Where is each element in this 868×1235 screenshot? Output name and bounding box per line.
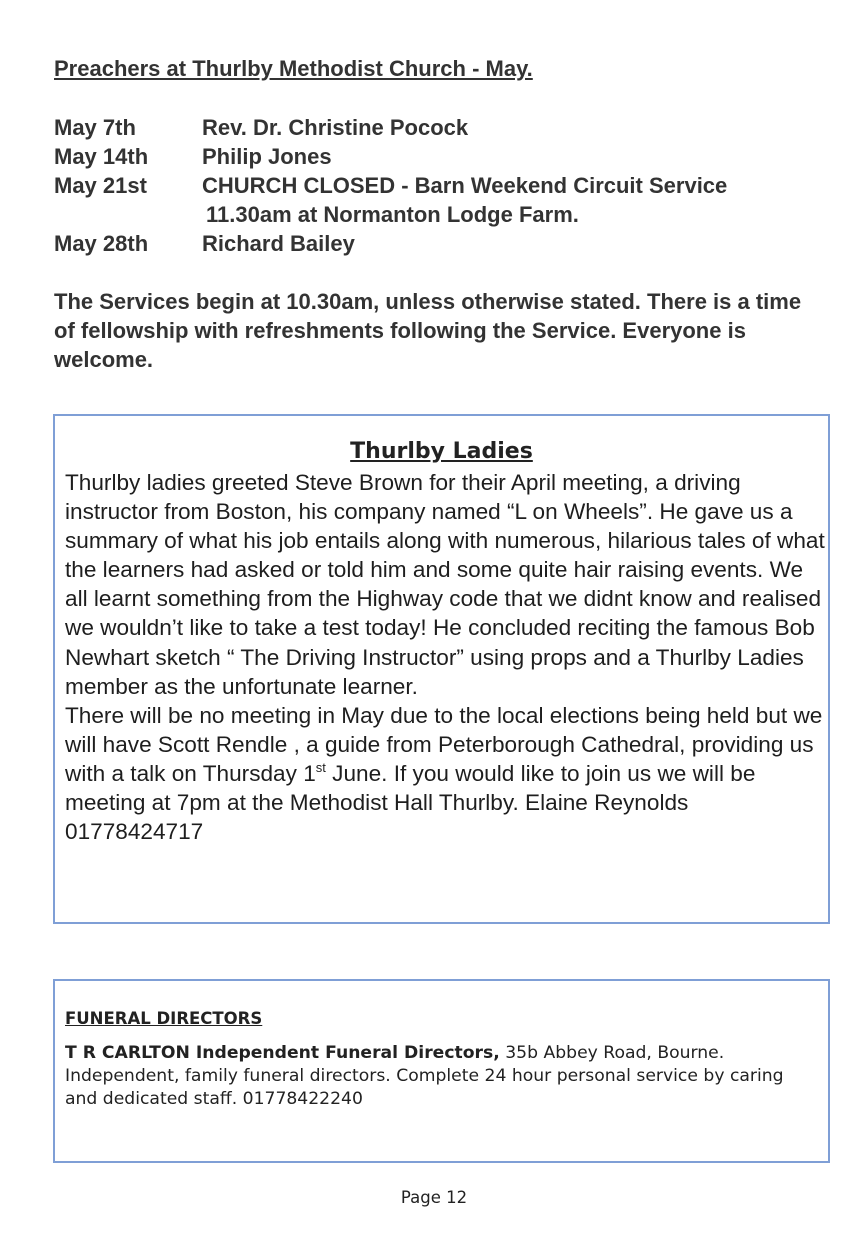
schedule-row	[54, 142, 854, 171]
page-number: Page 12	[400, 1188, 468, 1207]
schedule-row	[54, 229, 854, 258]
funeral-directors-body	[65, 1042, 805, 1111]
ordinal-suffix: st	[315, 759, 326, 775]
schedule-preacher: 11.30am at Normanton Lodge Farm.	[206, 202, 579, 227]
ladies-text-part: June. If you would like to join us we will be meeting at 7pm at the Methodist Hall Thurlby. Elaine Reynolds 01778424717	[65, 760, 756, 845]
thurlby-ladies-box	[53, 414, 830, 924]
funeral-company-name: T R CARLTON Independent Funeral Directors,	[65, 1043, 500, 1063]
funeral-directors-heading: FUNERAL DIRECTORS	[65, 1009, 263, 1028]
schedule-preacher: Rev. Dr. Christine Pocock	[202, 115, 469, 140]
funeral-description: 35b Abbey Road, Bourne. Independent, family funeral directors. Complete 24 hour personal service by caring and dedicated staff. 01778422240	[65, 1043, 784, 1109]
thurlby-ladies-title: Thurlby Ladies	[350, 439, 533, 464]
preachers-schedule	[54, 113, 854, 258]
schedule-row	[54, 171, 854, 200]
preachers-heading: Preachers at Thurlby Methodist Church - May.	[54, 56, 533, 81]
schedule-preacher: CHURCH CLOSED - Barn Weekend Circuit Service	[202, 173, 728, 198]
schedule-row-continuation	[54, 200, 854, 229]
ladies-text-part: There will be no meeting in May due to the local elections being held but we will have Scott Rendle , a guide from Peterborough Cathedral, providing us with a talk on Thursday 1	[65, 702, 823, 786]
schedule-date	[54, 200, 202, 229]
schedule-date: May 14th	[54, 144, 149, 169]
schedule-row	[54, 113, 854, 142]
funeral-directors-box	[53, 979, 830, 1163]
schedule-date: May 7th	[54, 115, 136, 140]
schedule-preacher: Richard Bailey	[202, 231, 355, 256]
schedule-preacher: Philip Jones	[202, 144, 332, 169]
ladies-paragraph: Thurlby ladies greeted Steve Brown for their April meeting, a driving instructor from Boston, his company named “L on Wheels”. He gave us a summary of what his job entails along with numerous, hilarious tales of what the learners had asked or told him and some quite hair raising events. We all learnt something from the Highway code that we didnt know and realised we wouldn’t like to take a test today! He concluded reciting the famous Bob Newhart sketch “ The Driving Instructor” using props and a Thurlby Ladies member as the unfortunate learner.	[65, 470, 825, 699]
schedule-date: May 28th	[54, 231, 149, 256]
preachers-section	[54, 55, 854, 396]
services-note: The Services begin at 10.30am, unless otherwise stated. There is a time of fellowship with refreshments following the Service. Everyone is welcome.	[54, 289, 802, 372]
thurlby-ladies-body	[65, 468, 825, 846]
schedule-date: May 21st	[54, 173, 147, 198]
ladies-paragraph	[65, 701, 825, 846]
